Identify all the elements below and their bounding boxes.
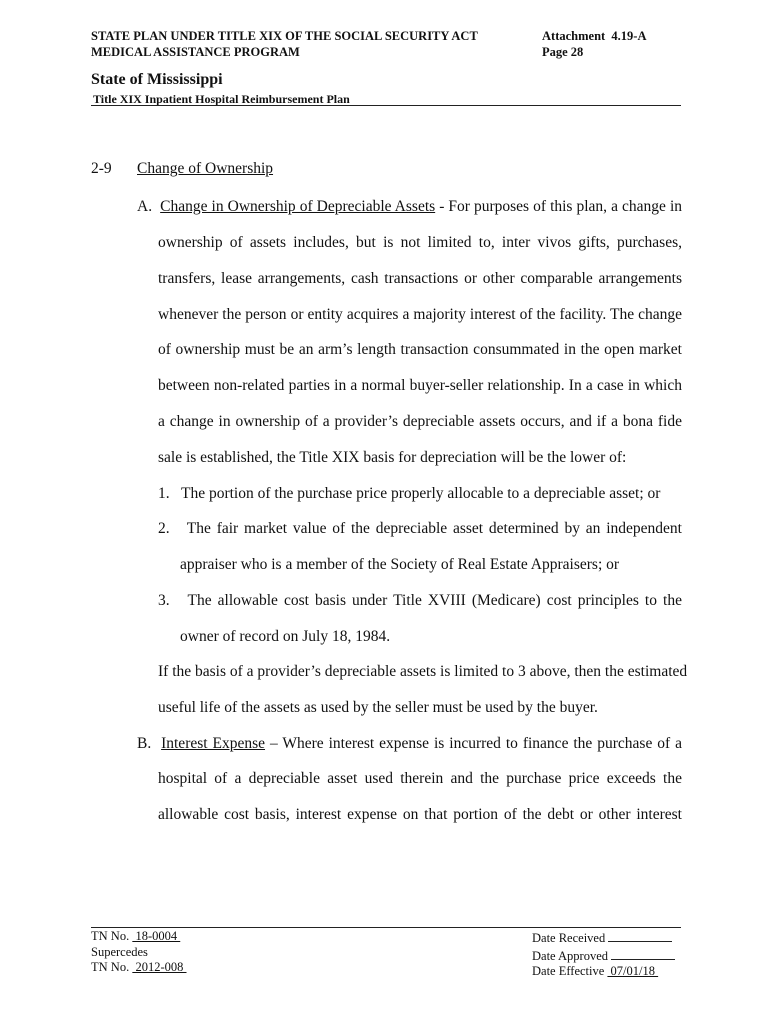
header-title-line1: STATE PLAN UNDER TITLE XIX OF THE SOCIAL SECURITY ACT: [91, 29, 478, 43]
page-number: Page 28: [542, 45, 584, 59]
subsection-a-line: of ownership must be an arm’s length transaction consummated in the open market: [158, 341, 682, 359]
item-number: 1.: [158, 485, 170, 502]
item-number: 3.: [158, 592, 170, 609]
item-line: [158, 476, 682, 512]
subsection-b-line: allowable cost basis, interest expense on that portion of the debt or other interest: [158, 805, 682, 823]
supercedes-label: Supercedes: [91, 944, 148, 959]
subsection-a-heading: Change in Ownership of Depreciable Assets: [160, 198, 436, 215]
header-left: [91, 28, 478, 60]
tn-value: 18-0004: [132, 929, 181, 943]
header-title-line2: MEDICAL ASSISTANCE PROGRAM: [91, 45, 300, 59]
footer-divider: [91, 927, 681, 928]
tn-label: TN No.: [91, 929, 133, 943]
plan-title: Title XIX Inpatient Hospital Reimbursement Plan: [93, 92, 350, 106]
closing-line: useful life of the assets as used by the seller must be used by the buyer.: [158, 698, 598, 716]
subsection-b-heading: Interest Expense: [161, 735, 266, 752]
subsection-b: [137, 726, 682, 762]
subsection-a: [137, 189, 682, 225]
date-received-row: [532, 929, 675, 947]
subsection-a-line: whenever the person or entity acquires a majority interest of the facility. The change: [158, 305, 682, 323]
item-number: 2.: [158, 520, 170, 537]
item-text: appraiser who is a member of the Society of Real Estate Appraisers; or: [180, 556, 620, 573]
subsection-a-body: [158, 225, 682, 476]
date-approved-label: Date Approved: [532, 948, 612, 963]
date-effective-label: Date Effective: [532, 964, 608, 978]
date-received-label: Date Received: [532, 931, 609, 945]
date-effective-row: [532, 964, 675, 980]
item-1: [158, 476, 682, 512]
state-name: State of Mississippi: [91, 71, 223, 88]
item-text: The fair market value of the depreciable asset determined by an independent: [186, 520, 682, 537]
tn-number-row: [91, 929, 187, 945]
footer-right: [532, 929, 675, 980]
subsection-a-line: sale is established, the Title XIX basis for depreciation will be the lower of:: [158, 448, 627, 466]
header-divider: [91, 105, 681, 106]
subsection-a-line: [137, 189, 682, 225]
date-effective-value: 07/01/18: [607, 964, 659, 978]
subsection-a-label: A.: [137, 198, 153, 215]
subsection-a-line: a change in ownership of a provider’s depreciable assets occurs, and if a bona fide: [158, 412, 682, 430]
item-2: [158, 511, 682, 547]
subsection-b-label: B.: [137, 735, 152, 752]
section-title: Change of Ownership: [137, 160, 274, 177]
item-3-cont: [180, 619, 682, 655]
subsection-b-line: hospital of a depreciable asset used therein and the purchase price exceeds the: [158, 770, 682, 787]
date-approved-blank: [611, 947, 675, 960]
closing-line: If the basis of a provider’s depreciable assets is limited to 3 above, then the estimated: [158, 663, 688, 680]
item-line: [158, 583, 682, 619]
footer-left: [91, 929, 187, 976]
tn-prev-value: 2012-008: [132, 960, 187, 974]
date-approved-row: [532, 947, 675, 965]
item-text: The portion of the purchase price properly allocable to a depreciable asset; or: [180, 485, 661, 502]
subsection-a-text: - For purposes of this plan, a change in: [435, 198, 682, 215]
attachment-label: Attachment 4.19-A: [542, 29, 647, 43]
tn-prev-row: [91, 960, 187, 976]
item-3: [158, 583, 682, 619]
date-received-blank: [608, 929, 672, 942]
header-right: [542, 28, 647, 60]
item-text: owner of record on July 18, 1984.: [180, 628, 391, 645]
item-text: The allowable cost basis under Title XVIII (Medicare) cost principles to the: [187, 592, 682, 609]
subsection-b-body: [158, 761, 682, 833]
subsection-a-closing: [158, 654, 688, 726]
subsection-a-line: between non-related parties in a normal buyer-seller relationship. In a case in which: [158, 377, 682, 395]
item-line: [158, 511, 682, 547]
subsection-a-line: ownership of assets includes, but is not limited to, inter vivos gifts, purchases,: [158, 234, 682, 251]
item-2-cont: [180, 547, 682, 583]
subsection-a-line: transfers, lease arrangements, cash transactions or other comparable arrangements: [158, 269, 682, 287]
subsection-b-line: [137, 726, 682, 762]
section-number: 2-9: [91, 160, 112, 177]
tn-prev-label: TN No.: [91, 960, 133, 974]
subsection-b-text: – Where interest expense is incurred to finance the purchase of a: [265, 735, 682, 752]
